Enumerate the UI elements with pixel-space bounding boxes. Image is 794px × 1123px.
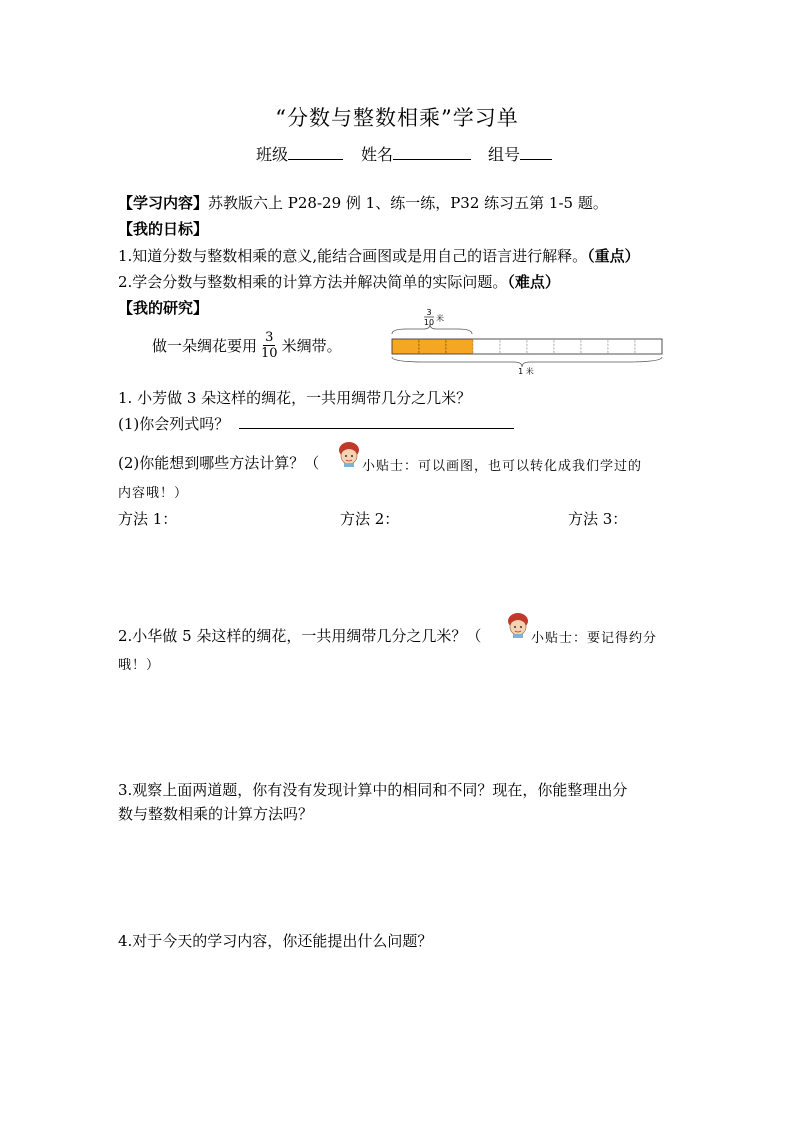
method-3-label: 方法 3：	[568, 510, 628, 528]
goal-2	[118, 271, 560, 292]
tip-girl-icon	[336, 441, 362, 467]
ribbon-segment	[500, 339, 527, 354]
group-field	[488, 142, 552, 165]
method-2-label: 方法 2：	[340, 510, 400, 528]
learning-content	[118, 192, 608, 213]
bottom-brace	[392, 357, 662, 367]
tip-1-text: 小贴士：可以画图，也可以转化成我们学过的	[362, 459, 643, 474]
intro-before: 做一朵绸花要用	[152, 337, 258, 355]
ribbon-segment	[581, 339, 608, 354]
ribbon-segments	[392, 339, 662, 354]
q1-sub-1-text: (1)你会列式吗？	[118, 415, 230, 433]
name-field	[361, 142, 471, 165]
bottom-label: 1 米	[518, 367, 534, 376]
class-field	[256, 142, 343, 165]
method-1-label: 方法 1：	[118, 510, 178, 528]
ribbon-segment	[608, 339, 635, 354]
intro-fraction-num: 3	[265, 330, 274, 345]
top-label-unit: 米	[436, 314, 444, 323]
content-heading: 【学习内容】	[118, 194, 209, 212]
equation-blank[interactable]	[239, 414, 514, 429]
question-3-line-1: 3.观察上面两道题，你有没有发现计算中的相同和不同？现在，你能整理出分	[118, 781, 628, 799]
ribbon-segment	[446, 339, 473, 354]
class-label: 班级	[256, 145, 289, 164]
intro-fraction	[259, 330, 280, 361]
goal-1-tag: （重点）	[587, 247, 640, 265]
ribbon-diagram	[386, 306, 670, 378]
intro-after: 米绸带。	[281, 337, 342, 355]
goal-1	[118, 245, 640, 266]
name-label: 姓名	[361, 145, 394, 164]
ribbon-segment	[527, 339, 554, 354]
goal-1-text: 1.知道分数与整数相乘的意义,能结合画图或是用自己的语言进行解释。	[118, 247, 588, 265]
question-3-line-2: 数与整数相乘的计算方法吗？	[118, 805, 314, 823]
question-4: 4.对于今天的学习内容，你还能提出什么问题？	[118, 932, 433, 950]
q1-sub-2	[118, 452, 319, 473]
ribbon-segment	[473, 339, 500, 354]
ribbon-segment	[419, 339, 446, 354]
q1-sub-2-text: (2)你能想到哪些方法计算？（	[118, 454, 320, 472]
goal-2-tag: （难点）	[507, 273, 560, 291]
tip-2-continued: 哦！）	[118, 658, 161, 673]
top-label-den: 10	[423, 318, 435, 327]
class-blank[interactable]	[288, 145, 343, 160]
content-text: 苏教版六上 P28-29 例 1、练一练，P32 练习五第 1-5 题。	[208, 194, 608, 212]
goals-heading: 【我的日标】	[118, 220, 209, 238]
group-label: 组号	[488, 145, 521, 164]
goal-2-text: 2.学会分数与整数相乘的计算方法并解决简单的实际问题。	[118, 273, 508, 291]
page-title: “分数与整数相乘”学习单	[275, 106, 519, 130]
ribbon-segment	[635, 339, 662, 354]
group-blank[interactable]	[520, 145, 552, 160]
name-blank[interactable]	[393, 145, 471, 160]
intro-fraction-den: 10	[261, 346, 278, 361]
tip-1-continued: 内容哦！）	[118, 486, 189, 501]
ribbon-segment	[554, 339, 581, 354]
research-intro	[152, 330, 342, 361]
question-1: 1. 小芳做 3 朵这样的绸花，一共用绸带几分之几米？	[118, 389, 472, 407]
ribbon-segment	[392, 339, 419, 354]
top-label-num: 3	[426, 308, 432, 317]
question-2: 2.小华做 5 朵这样的绸花，一共用绸带几分之几米？（	[118, 627, 482, 645]
tip-2-text: 小贴士：要记得约分	[531, 631, 658, 646]
q1-sub-1	[118, 413, 514, 434]
tip-girl-icon-2	[505, 612, 531, 638]
research-heading: 【我的研究】	[118, 299, 209, 317]
